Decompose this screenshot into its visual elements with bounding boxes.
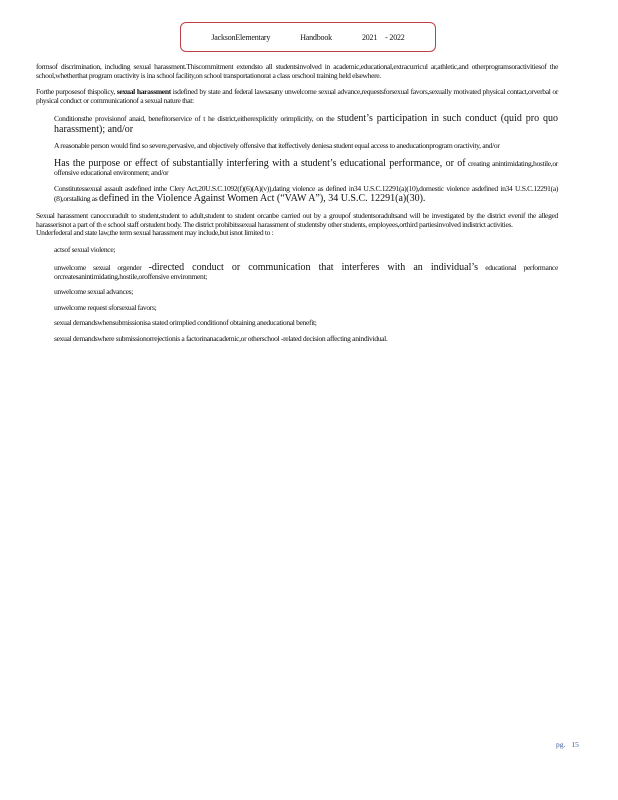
- list-item-small: sexual demandswhensubmissionisa stated orimplied conditionof obtaining aneducational benefit;: [54, 318, 317, 328]
- list-item-small: actsof sexual violence;: [54, 244, 116, 254]
- school-year: [362, 33, 405, 42]
- bullet-icon: [36, 304, 54, 313]
- year-start: 2021: [361, 32, 378, 42]
- page-label: pg.: [556, 740, 566, 749]
- bullet-icon: [36, 142, 54, 151]
- bullet-icon: [36, 288, 54, 297]
- list-item-big: Has the purpose or effect of substantially interfering with a student’s educational performance, or of: [54, 157, 466, 169]
- list-item-tail: creating anintimidating,hostile,or offensive educational environment; and/or: [54, 158, 558, 177]
- school-name: JacksonElementary: [211, 32, 271, 42]
- definition-body: isdefined by state and federal lawsasany unwelcome sexual advance,requestsforsexual favors,sexually motivated physical contact,orverbal or physical conduct or communicationof a sexual nature that:: [36, 87, 559, 105]
- list-item-text: [54, 319, 558, 328]
- list-item-text: [54, 335, 558, 344]
- list-item-big: student’s participation in such conduct (quid pro quo harassment); and/or: [54, 113, 558, 136]
- list-item-text: [54, 304, 558, 313]
- bullet-icon: [36, 185, 54, 205]
- list-item-big: -directed conduct or communication that interferes with an individual’s: [148, 261, 479, 273]
- list-item-big: defined in the Violence Against Women Act (“VAW A”), 34 U.S.C. 12291(a)(30).: [98, 193, 426, 205]
- list-item-tail: educational performance orcreatesanintimidating,hostile,oroffensive environment;: [54, 262, 558, 281]
- list-item: [36, 335, 558, 344]
- list-item: [36, 304, 558, 313]
- paragraph-examples-intro: Underfederal and state law,the term sexual harassment may include,but isnot limited to :: [36, 228, 274, 238]
- definition-criteria-list: [36, 113, 558, 204]
- bullet-icon: [36, 319, 54, 328]
- list-item-text: [54, 288, 558, 297]
- examples-list: [36, 246, 558, 344]
- paragraph-definition: [36, 88, 558, 105]
- bullet-icon: [36, 113, 54, 135]
- list-item: [36, 158, 558, 178]
- list-item-text: [54, 185, 558, 205]
- list-item-small: unwelcome sexual orgender: [54, 262, 142, 272]
- bullet-icon: [36, 262, 54, 282]
- definition-lead: Forthe purposesof thispolicy,: [36, 87, 117, 97]
- list-item-small: unwelcome sexual advances;: [54, 287, 134, 297]
- bullet-icon: [36, 158, 54, 178]
- list-item-text: [54, 113, 558, 135]
- list-item-text: [54, 262, 558, 282]
- paragraph-scope: formsof discrimination, including sexual harassment.Thiscommitment extendsto all studentsinvolved in academic,educational,extracurricul ar,athletic,and otherprogramsoractivitiesof the school,whetherthat program oractivity is ina school facility,on school transportationorat a class orschool training held elsewhere.: [36, 62, 558, 80]
- term-sexual-harassment: sexual harassment: [116, 87, 171, 97]
- list-item: [36, 246, 558, 255]
- list-item-text: [54, 158, 558, 178]
- list-item: [36, 262, 558, 282]
- doc-title: Handbook: [300, 32, 332, 42]
- paragraph-scope-of-harassment: Sexual harassment canoccuradult to student,student to adult,student to student orcanbe carried out by a groupof studentsoradultsand will be investigated by the district evenif the alleged harasserisnot a part of th e school staff orstudent body. The district prohibitssexual harassment of studentsby other students, employees,orthird partiesinvolved indistrict activities.: [36, 211, 558, 229]
- page-number: [556, 740, 579, 749]
- list-item-small: unwelcome request sforsexual favors;: [54, 302, 157, 312]
- page-value: 15: [571, 740, 579, 749]
- bullet-icon: [36, 246, 54, 255]
- list-item: [36, 142, 558, 151]
- list-item-text: [54, 246, 558, 255]
- list-item-text: [54, 142, 558, 151]
- policy-body: [36, 63, 558, 352]
- year-end: - 2022: [385, 32, 405, 42]
- list-item: [36, 113, 558, 135]
- list-item: [36, 319, 558, 328]
- list-item-small: sexual demandswhere submissionorrejectionis a factorinanacademic,or otherschool -related decision affecting anindividual.: [54, 333, 388, 343]
- list-item-small: Conditionsthe provisionof anaid, benefitorservice of t he district,eitherexplicitly orimplicitly, on the: [54, 114, 335, 124]
- list-item: [36, 185, 558, 205]
- list-item: [36, 288, 558, 297]
- list-item-small: A reasonable person would find so severe,pervasive, and objectively offensive that iteffectively deniesa student equal access to aneducationprogram oractivity, and/or: [54, 141, 500, 151]
- list-item-small: Constitutessexual assault asdefined inthe Clery Act,20U.S.C.1092(f)(6)(A)(v)),dating violence as defined in34 U.S.C.12291(a)(10),domestic violence asdefined in34 U.S.C.12291(a)(8),orstalking as: [54, 183, 558, 204]
- bullet-icon: [36, 335, 54, 344]
- handbook-header: [180, 22, 436, 52]
